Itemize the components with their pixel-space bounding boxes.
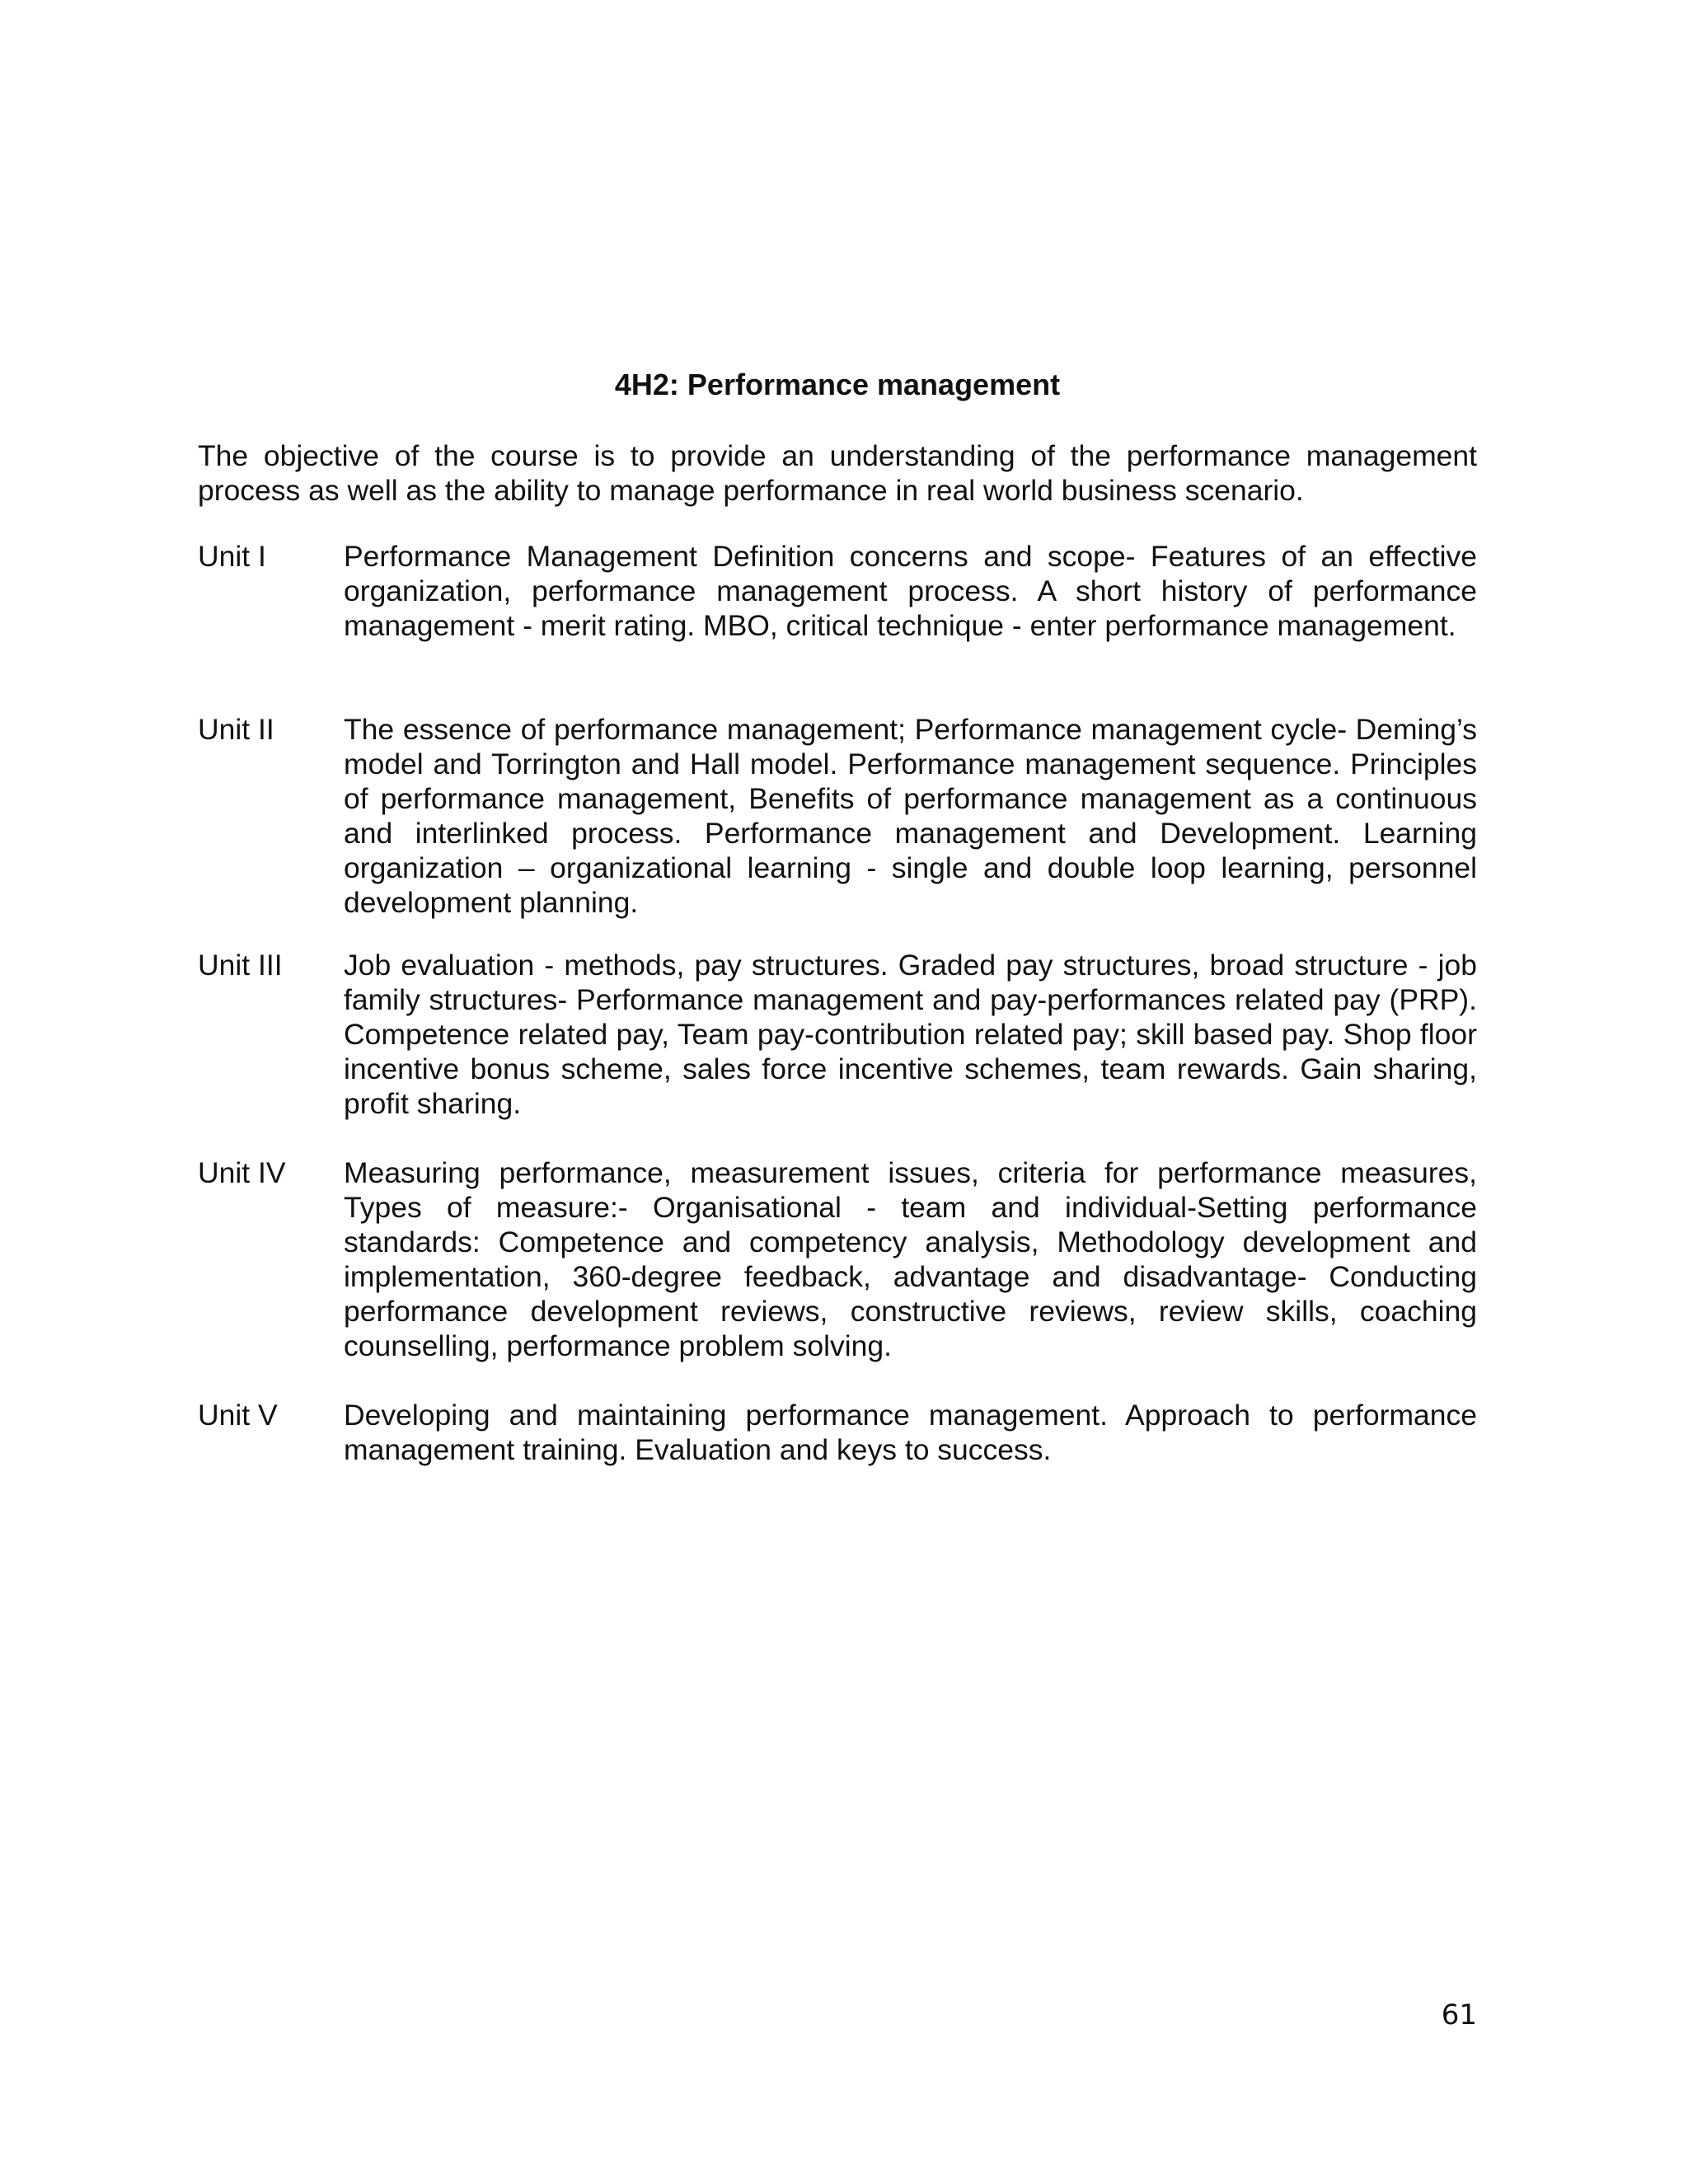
course-objective: The objective of the course is to provide an understanding of the performance management process as well as the ability to manage performance in real world business scenario.	[198, 439, 1477, 507]
unit-label: Unit V	[198, 1399, 278, 1432]
unit-label: Unit III	[198, 949, 283, 982]
unit-label: Unit I	[198, 540, 266, 573]
unit-description: The essence of performance management; Performance management cycle- Deming’s model and Torrington and Hall model. Performance management sequence. Principles of performance management, Benefits of performance management as a continuous and interlinked process. Performance management and Development. Learning organization – organizational learning - single and double loop learning, personnel development planning.	[344, 713, 1477, 919]
page-title: 4H2: Performance management	[614, 368, 1061, 401]
unit-description: Performance Management Definition concerns and scope- Features of an effective organization, performance management process. A short history of performance management - merit rating. MBO, critical technique - enter performance management.	[344, 540, 1477, 642]
unit-label: Unit II	[198, 713, 274, 746]
page-number: 61	[1441, 1999, 1477, 2032]
unit-description: Measuring performance, measurement issues, criteria for performance measures, Types of measure:- Organisational - team and individual-Setting performance standards: Competence and competency analysis, Methodology development and implementation, 360-degree feedback, advantage and disadvantage- Conducting performance development reviews, constructive reviews, review skills, coaching counselling, performance problem solving.	[344, 1156, 1477, 1362]
unit-description: Job evaluation - methods, pay structures. Graded pay structures, broad structure - job family structures- Performance management and pay-performances related pay (PRP). Competence related pay, Team pay-contribution related pay; skill based pay. Shop floor incentive bonus scheme, sales force incentive schemes, team rewards. Gain sharing, profit sharing.	[344, 949, 1477, 1120]
unit-label: Unit IV	[198, 1156, 286, 1189]
unit-description: Developing and maintaining performance management. Approach to performance management training. Evaluation and keys to success.	[344, 1399, 1477, 1466]
